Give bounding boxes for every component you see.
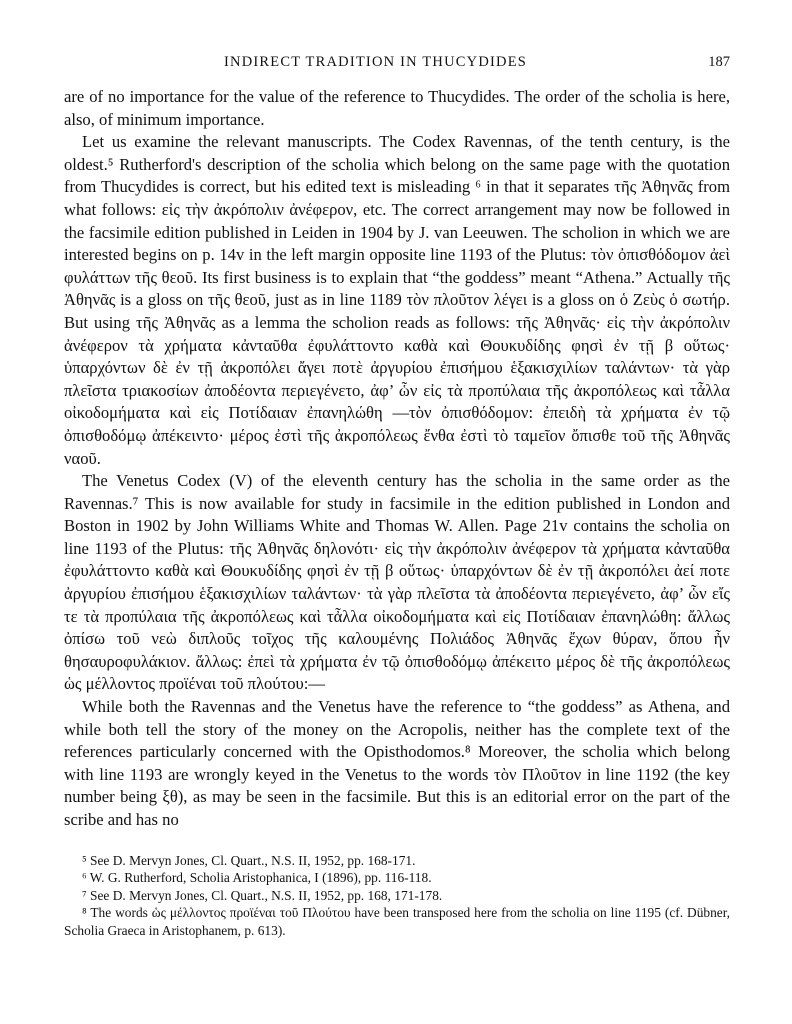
paragraph: While both the Ravennas and the Venetus have the reference to “the goddess” as Athena, and while both tell the story of the money on the Acropolis, neither has the complete text of the references particularly concerned with the Opisthodomos.⁸ Moreover, the scholia which belong with line 1193 are wrongly keyed in the Venetus to the words τὸν Πλοῦτον in line 1192 (the key number being ξθ), as may be seen in the facsimile. But this is an editorial error on the part of the scribe and has no [64, 697, 730, 829]
footnote: ⁶ W. G. Rutherford, Scholia Aristophanica, I (1896), pp. 116-118. [82, 870, 432, 886]
body-text [64, 86, 730, 832]
page-number: 187 [708, 54, 730, 70]
footnotes [64, 852, 730, 940]
page [64, 48, 730, 939]
paragraph: Let us examine the relevant manuscripts. The Codex Ravennas, of the tenth century, is the oldest.⁵ Rutherford's description of the scholia which belong on the same page with the quotation from Thucydides is correct, but his edited text is misleading ⁶ in that it separates τῆς Ἀθηνᾶς from what follows: εἰς τὴν ἀκρόπολιν ἀνέφερον, etc. The correct arrangement may now be followed in the facsimile edition published in Leiden in 1904 by J. van Leeuwen. The scholion in which we are interested begins on p. 14v in the left margin opposite line 1193 of the Plutus: τὸν ὀπισθόδομον ἀεὶ φυλάττων τῆς θεοῦ. Its first business is to explain that “the goddess” meant “Athena.” Actually τῆς Ἀθηνᾶς is a gloss on τῆς θεοῦ, just as in line 1189 τὸν πλοῦτον λέγει is a gloss on ὁ Ζεὺς ὁ σωτήρ. But using τῆς Ἀθηνᾶς as a lemma the scholion reads as follows: τῆς Ἀθηνᾶς· εἰς τὴν ἀκρόπολιν ἀνέφερον τὰ χρήματα κἀνταῦθα ἐφυλάττοντο καθὰ καὶ Θουκυδίδης φησὶ ἐν τῇ β οὕτως· ὑπαρχόντων δὲ ἐν τῇ ἀκροπόλει ἄγει ποτὲ ἀργυρίου ἐπισήμου ἑξακισχιλίων ταλάντων· τὰ γὰρ πλεῖστα τριακοσίων ἀποδέοντα περιεγένετο, ἀφ’ ὧν εἰς τὰ προπύλαια τῆς ἀκροπόλεως καὶ τἆλλα οἰκοδομήματα καὶ εἰς Ποτίδαιαν ἐπανηλώθη —τὸν ὀπισθόδομον: ἐπειδὴ τὰ χρήματα ἐν τῷ ὀπισθοδόμῳ ἀπέκειντο· μέρος ἐστὶ τῆς ἀκροπόλεως ἔνθα ἐστὶ τὸ ταμεῖον ὄπισθε τοῦ τῆς Ἀθηνᾶς ναοῦ. [64, 132, 730, 468]
page-header [64, 48, 730, 78]
footnote: ⁸ The words ὡς μέλλοντος προϊέναι τοῦ Πλούτου have been transposed here from the scholia on line 1195 (cf. Dübner, Scholia Graeca in Aristophanem, p. 613). [64, 905, 730, 938]
paragraph: are of no importance for the value of the reference to Thucydides. The order of the scholia is here, also, of minimum importance. [64, 87, 730, 129]
paragraph: The Venetus Codex (V) of the eleventh century has the scholia in the same order as the Ravennas.⁷ This is now available for study in facsimile in the edition published in London and Boston in 1902 by John Williams White and Thomas W. Allen. Page 21v contains the scholia on line 1193 of the Plutus: τῆς Ἀθηνᾶς δηλονότι· εἰς τὴν ἀκρόπολιν ἀνέφερον τὰ χρήματα κἀνταῦθα ἐφυλάττοντο καθὰ καὶ Θουκυδίδης φησὶ ἐν τῇ β οὕτως· ὑπαρχόντων δὲ ἐν τῇ ἀκροπόλει ἀεί ποτε ἀργυρίου ἐπισήμου ἑξακισχιλίων ταλάντων· τὰ γὰρ πλεῖστα τὰ ἀποδέοντα περιεγένετο, ἀφ’ ὧν εἴς τε τὰ προπύλαια τῆς ἀκροπόλεως καὶ τἆλλα οἰκοδομήματα καὶ εἰς Ποτίδαιαν ἐπανηλώθη: ἄλλως ὀπίσω τοῦ νεὼ διπλοῦς τοῖχος τῆς καλουμένης Πολιάδος Ἀθηνᾶς ἔχων θύραν, ὅπου ἦν θησαυροφυλάκιον. ἄλλως: ἐπεὶ τὰ χρήματα ἐν τῷ ὀπισθοδόμῳ ἀπέκειτο μέρος δὲ τῆς ἀκροπόλεως ὡς μέλλοντος προϊέναι τοῦ πλούτου:— [64, 471, 730, 694]
running-head: INDIRECT TRADITION IN THUCYDIDES [224, 54, 528, 70]
footnote: ⁷ See D. Mervyn Jones, Cl. Quart., N.S. II, 1952, pp. 168, 171-178. [82, 887, 443, 903]
footnote: ⁵ See D. Mervyn Jones, Cl. Quart., N.S. II, 1952, pp. 168-171. [82, 852, 416, 868]
